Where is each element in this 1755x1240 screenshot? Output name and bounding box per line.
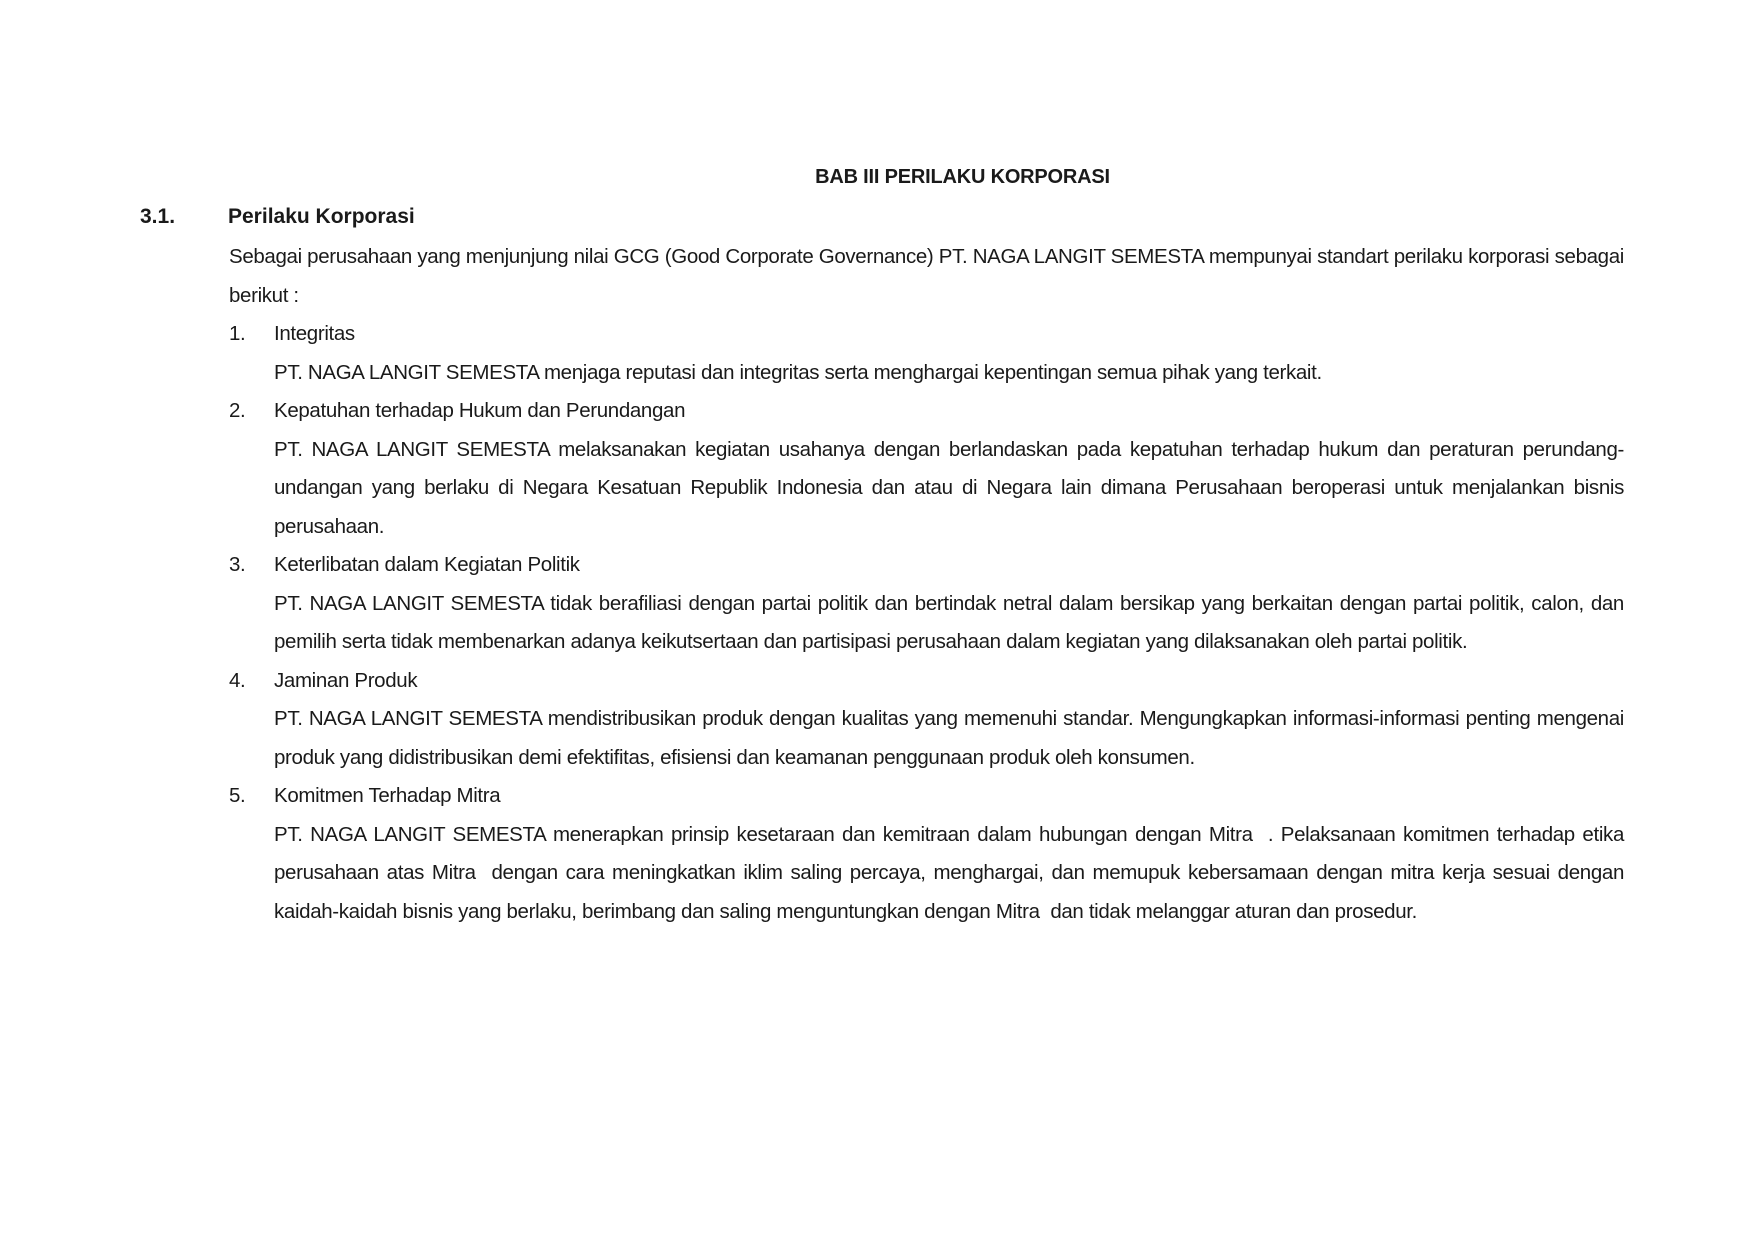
item-title: Jaminan Produk (274, 668, 418, 692)
list-item-produk (229, 662, 1630, 778)
behavior-list (229, 315, 1630, 931)
item-text: PT. NAGA LANGIT SEMESTA menjaga reputasi dan integritas serta menghargai kepentingan semua pihak yang terkait. (274, 360, 1322, 384)
item-content (274, 662, 1630, 778)
list-item-kepatuhan (229, 392, 1630, 546)
item-text: PT. NAGA LANGIT SEMESTA mendistribusikan produk dengan kualitas yang memenuhi standar. Mengungkapkan informasi-informasi penting mengenai produk yang didistribusikan demi efektifitas, efisiensi dan keamanan penggunaan produk oleh konsumen. (274, 707, 1630, 769)
item-number: 2. (229, 399, 246, 422)
item-title: Integritas (274, 322, 355, 345)
list-item-mitra (229, 777, 1630, 931)
item-text: PT. NAGA LANGIT SEMESTA menerapkan prinsip kesetaraan dan kemitraan dalam hubungan dengan Mitra . Pelaksanaan komitmen terhadap etika perusahaan atas Mitra dengan cara meningkatkan iklim saling percaya, menghargai, dan memupuk kebersamaan dengan mitra kerja sesuai dengan kaidah-kaidah bisnis yang berlaku, berimbang dan saling menguntungkan dengan Mitra dan tidak melanggar aturan dan prosedur. (274, 822, 1630, 923)
item-text: PT. NAGA LANGIT SEMESTA melaksanakan kegiatan usahanya dengan berlandaskan pada kepatuhan terhadap hukum dan peraturan perundang-undangan yang berlaku di Negara Kesatuan Republik Indonesia dan atau di Negara lain dimana Perusahaan beroperasi untuk menjalankan bisnis perusahaan. (274, 437, 1630, 538)
item-content (274, 546, 1630, 662)
chapter-title: BAB III PERILAKU KORPORASI (815, 166, 1110, 188)
intro-paragraph: Sebagai perusahaan yang menjunjung nilai GCG (Good Corporate Governance) PT. NAGA LANGIT SEMESTA mempunyai standart perilaku korporasi sebagai berikut : (229, 245, 1624, 307)
item-number: 3. (229, 553, 246, 576)
list-item-politik (229, 546, 1630, 662)
section-number: 3.1. (140, 205, 176, 228)
item-content (274, 392, 1630, 546)
item-number: 4. (229, 668, 246, 692)
section-heading (140, 202, 415, 232)
item-title: Komitmen Terhadap Mitra (274, 784, 501, 807)
item-title: Kepatuhan terhadap Hukum dan Perundangan (274, 399, 686, 422)
item-title: Keterlibatan dalam Kegiatan Politik (274, 553, 580, 576)
section-body (229, 238, 1630, 931)
list-item-integritas (229, 315, 1624, 392)
item-number: 5. (229, 784, 246, 807)
item-content (274, 315, 1624, 392)
item-number: 1. (229, 322, 246, 345)
item-text: PT. NAGA LANGIT SEMESTA tidak berafiliasi dengan partai politik dan bertindak netral dalam bersikap yang berkaitan dengan partai politik, calon, dan pemilih serta tidak membenarkan adanya keikutsertaan dan partisipasi perusahaan dalam kegiatan yang dilaksanakan oleh partai politik. (274, 591, 1630, 653)
item-content (274, 777, 1630, 931)
section-title: Perilaku Korporasi (228, 205, 415, 228)
